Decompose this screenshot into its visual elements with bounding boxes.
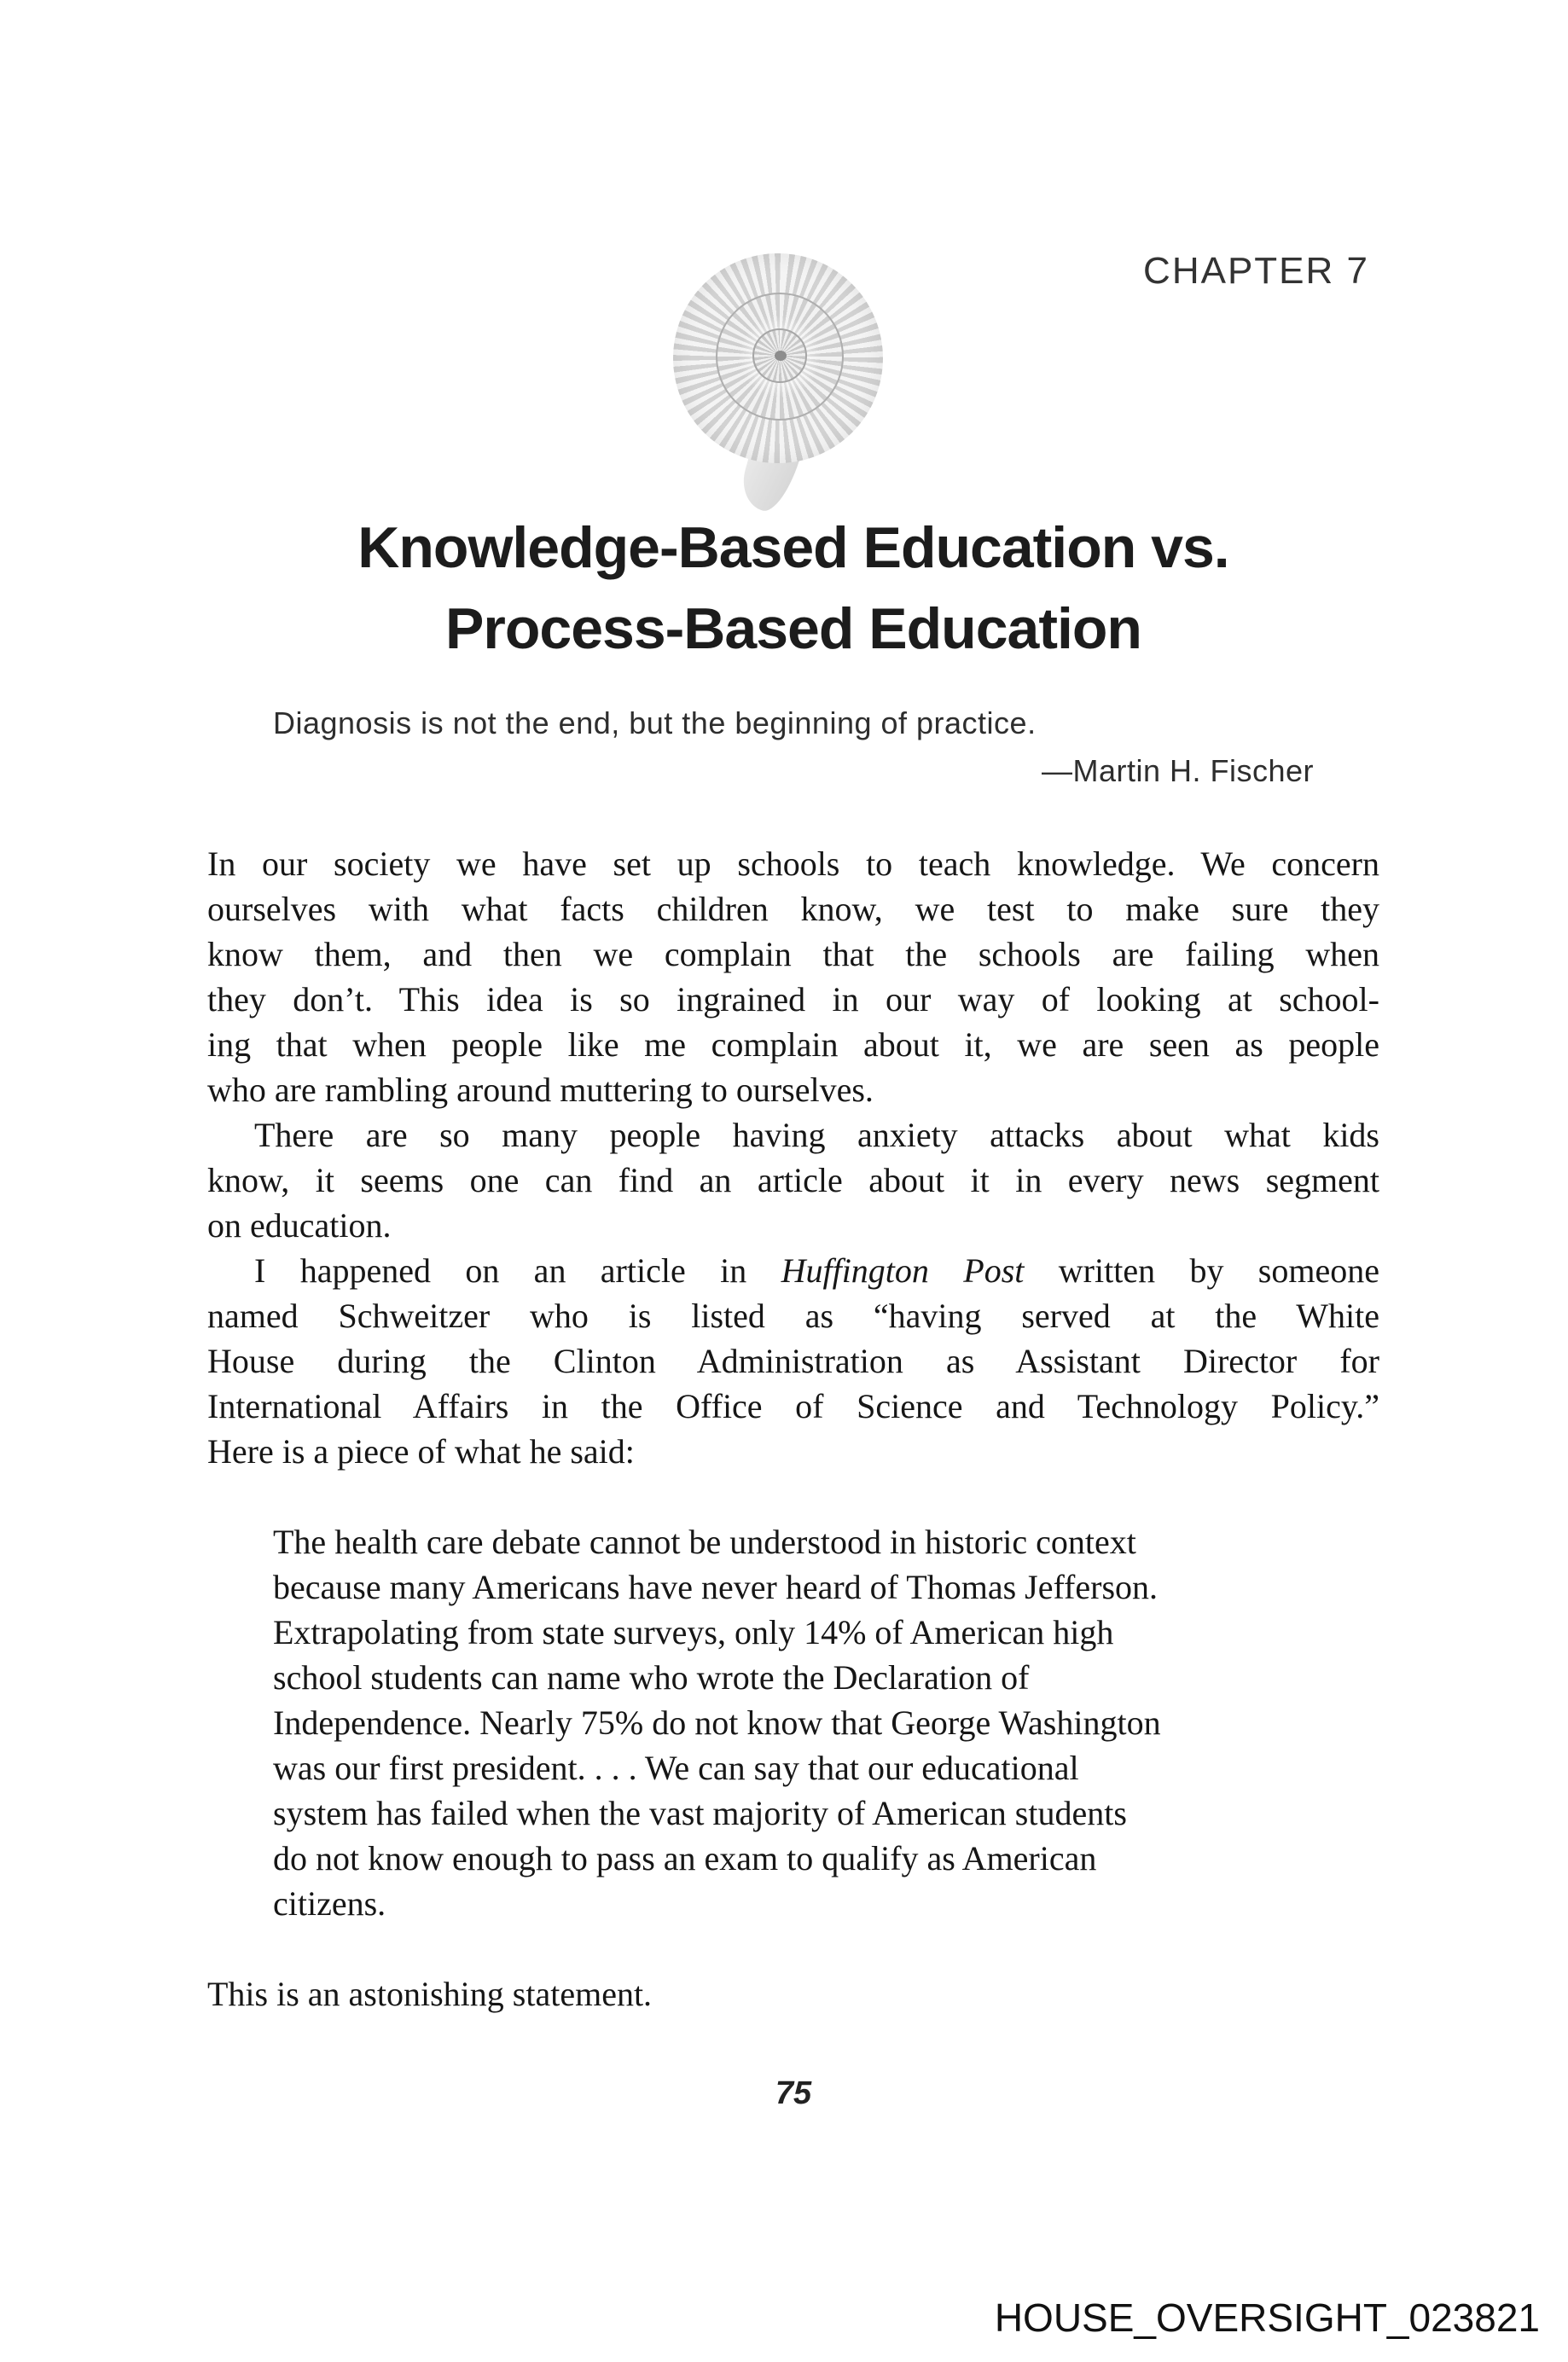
chapter-title-line-2: Process-Based Education — [445, 595, 1141, 661]
epigraph-quote: Diagnosis is not the end, but the beginning of practice. — [273, 705, 1037, 740]
shell-inner-whorl — [752, 328, 807, 383]
shell-middle-whorl — [716, 293, 844, 421]
shell-core — [775, 351, 787, 361]
paragraph-3: I happened on an article in Huffington Post written by someone named Schweitzer who is listed as “having served at the White House during the Clinton Administration as Assistant Director for International Affairs in the Office of Science and Technology Policy.” Here is a piece of what he said: — [207, 1251, 1379, 1471]
chapter-title — [207, 508, 1379, 670]
shell-outer-whorl — [673, 253, 883, 463]
paragraph-1: In our society we have set up schools to teach knowledge. We concern ourselves with what facts children know, we test to make sure they know them, and then we complain that the schools are failing when they don’t. This idea is so ingrained in our way of looking at school- ing that when people like me complain about it, we are seen as people who are rambling around muttering to ourselves. — [207, 844, 1379, 1109]
chapter-label: CHAPTER 7 — [1143, 250, 1369, 292]
paragraph-2: There are so many people having anxiety attacks about what kids know, it seems one can find an article about it in every news segment on education. — [207, 1116, 1379, 1245]
epigraph — [207, 699, 1379, 795]
page-number: 75 — [775, 2075, 812, 2111]
body-text — [207, 841, 1379, 2017]
chapter-title-line-1: Knowledge-Based Education vs. — [357, 514, 1229, 580]
block-quote: The health care debate cannot be understood in historic context because many Americans have never heard of Thomas Jefferson. Extrapolating from state surveys, only 14% of American high school students can name who wrote the Declaration of Independence. Nearly 75% do not know that George Washington was our first president. . . . We can say that our educational system has failed when the vast majority of American students do not know enough to pass an exam to qualify as American citizens. — [273, 1523, 1161, 1923]
epigraph-attribution: —Martin H. Fischer — [1041, 753, 1314, 788]
document-id-stamp: HOUSE_OVERSIGHT_023821 — [994, 2295, 1540, 2340]
ammonite-shell-image — [671, 253, 885, 509]
closing-paragraph: This is an astonishing statement. — [207, 1975, 653, 2013]
